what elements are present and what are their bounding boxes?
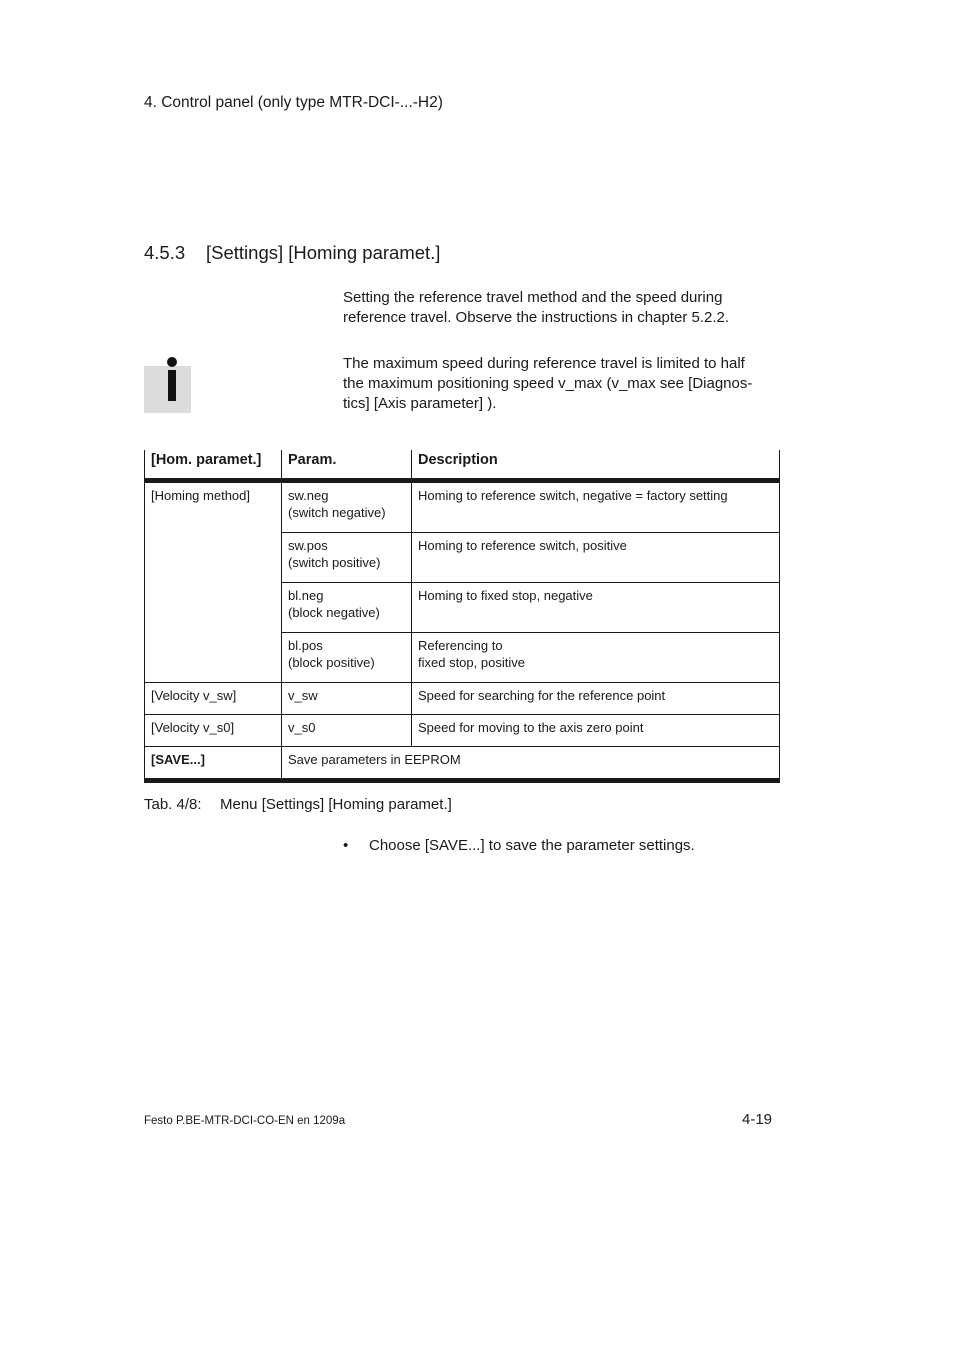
velocity-sw-param: v_sw [282, 683, 412, 715]
bullet-text: Choose [SAVE...] to save the parameter settings. [369, 837, 695, 854]
description-cell: Homing to reference switch, positive [412, 533, 780, 583]
header-param: Param. [282, 450, 412, 481]
description-cell: Referencing to fixed stop, positive [412, 633, 780, 683]
table-row [145, 747, 780, 781]
chapter-header: 4. Control panel (only type MTR-DCI-...-H2) [144, 94, 443, 111]
table-header-row [145, 450, 780, 481]
velocity-s0-menu: [Velocity v_s0] [145, 715, 282, 747]
table-row [145, 715, 780, 747]
caption-label: Tab. 4/8: [144, 796, 202, 813]
description-cell: Homing to reference switch, negative = factory setting [412, 481, 780, 533]
homing-params-table [144, 450, 780, 783]
intro-paragraph [343, 288, 783, 328]
header-description: Description [412, 450, 780, 481]
caption-text: Menu [Settings] [Homing paramet.] [220, 796, 452, 813]
note-line: The maximum speed during reference travel is limited to half [343, 355, 745, 372]
footer-document-id: Festo P.BE-MTR-DCI-CO-EN en 1209a [144, 1115, 346, 1127]
intro-line: reference travel. Observe the instructions in chapter 5.2.2. [343, 309, 730, 326]
param-cell: sw.neg (switch negative) [282, 481, 412, 533]
table-caption [144, 796, 452, 813]
info-icon [144, 366, 191, 413]
param-cell: sw.pos (switch positive) [282, 533, 412, 583]
section-title: [Settings] [Homing paramet.] [206, 242, 441, 263]
velocity-s0-param: v_s0 [282, 715, 412, 747]
intro-line: Setting the reference travel method and the speed during [343, 289, 723, 306]
param-cell: bl.pos (block positive) [282, 633, 412, 683]
velocity-sw-description: Speed for searching for the reference point [412, 683, 780, 715]
velocity-s0-description: Speed for moving to the axis zero point [412, 715, 780, 747]
description-cell: Homing to fixed stop, negative [412, 583, 780, 633]
header-hom-paramet: [Hom. paramet.] [145, 450, 282, 481]
bullet-item [343, 837, 695, 854]
table-row [145, 481, 780, 533]
info-icon-dot [167, 357, 177, 367]
info-icon-stem [168, 370, 176, 401]
section-heading [144, 242, 440, 264]
section-number: 4.5.3 [144, 242, 186, 263]
bullet-icon: • [343, 837, 349, 854]
table-row [145, 683, 780, 715]
footer-page-number: 4-19 [742, 1111, 773, 1128]
save-menu: [SAVE...] [145, 747, 282, 781]
note-line: the maximum positioning speed v_max (v_max see [Diagnos- [343, 375, 753, 392]
note-paragraph [343, 354, 783, 414]
save-description: Save parameters in EEPROM [282, 747, 780, 781]
param-cell: bl.neg (block negative) [282, 583, 412, 633]
homing-method-cell: [Homing method] [145, 481, 282, 683]
velocity-sw-menu: [Velocity v_sw] [145, 683, 282, 715]
note-line: tics] [Axis parameter] ). [343, 395, 497, 412]
